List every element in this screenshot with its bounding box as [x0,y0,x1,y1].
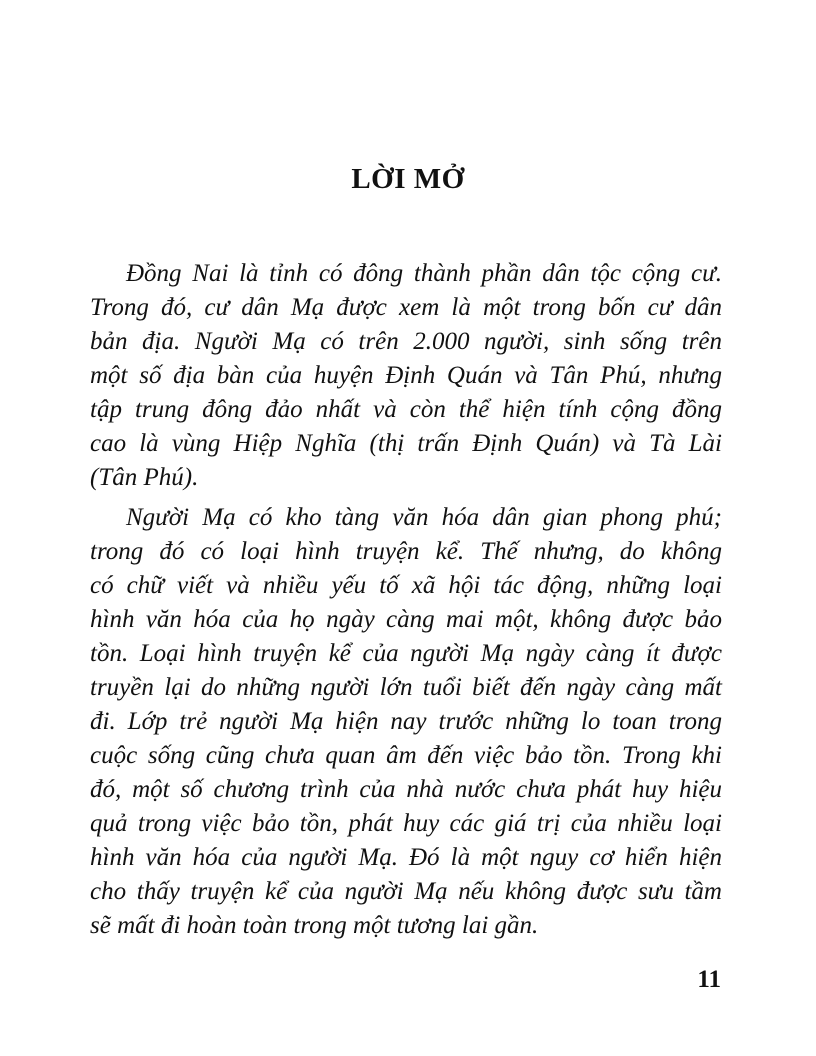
text-line: đi. Lớp trẻ người Mạ hiện nay trước những lo toan trong [90,708,722,735]
text-line: Trong đó, cư dân Mạ được xem là một trong bốn cư dân [90,294,722,321]
text-line: một số địa bàn của huyện Định Quán và Tân Phú, nhưng [90,362,722,389]
text-line: cho thấy truyện kể của người Mạ nếu không được sưu tầm [90,878,722,905]
text-line: Người Mạ có kho tàng văn hóa dân gian phong phú; [126,504,722,531]
text-line: bản địa. Người Mạ có trên 2.000 người, sinh sống trên [90,328,722,355]
text-line: Đồng Nai là tỉnh có đông thành phần dân tộc cộng cư. [126,260,722,287]
text-line: sẽ mất đi hoàn toàn trong một tương lai gần. [90,912,539,939]
text-line: có chữ viết và nhiều yếu tố xã hội tác động, những loại [90,572,722,599]
paragraph-2 [90,501,722,943]
text-line: tồn. Loại hình truyện kể của người Mạ ngày càng ít được [90,640,722,667]
text-line: tập trung đông đảo nhất và còn thể hiện tính cộng đồng [90,396,722,423]
text-line: hình văn hóa của họ ngày càng mai một, không được bảo [90,606,722,633]
text-line: cao là vùng Hiệp Nghĩa (thị trấn Định Quán) và Tà Lài [90,430,722,457]
page-number: 11 [697,966,721,993]
body-text [90,257,722,949]
text-line: đó, một số chương trình của nhà nước chưa phát huy hiệu [90,776,722,803]
text-line: truyền lại do những người lớn tuổi biết đến ngày càng mất [90,674,722,701]
text-line: cuộc sống cũng chưa quan âm đến việc bảo tồn. Trong khi [90,742,722,769]
text-line: hình văn hóa của người Mạ. Đó là một nguy cơ hiển hiện [90,844,722,871]
text-line: (Tân Phú). [90,464,199,491]
text-line: trong đó có loại hình truyện kể. Thế nhưng, do không [90,538,722,565]
text-line: quả trong việc bảo tồn, phát huy các giá trị của nhiều loại [90,810,722,837]
page-title: LỜI MỞ [351,163,465,195]
paragraph-1 [90,257,722,495]
